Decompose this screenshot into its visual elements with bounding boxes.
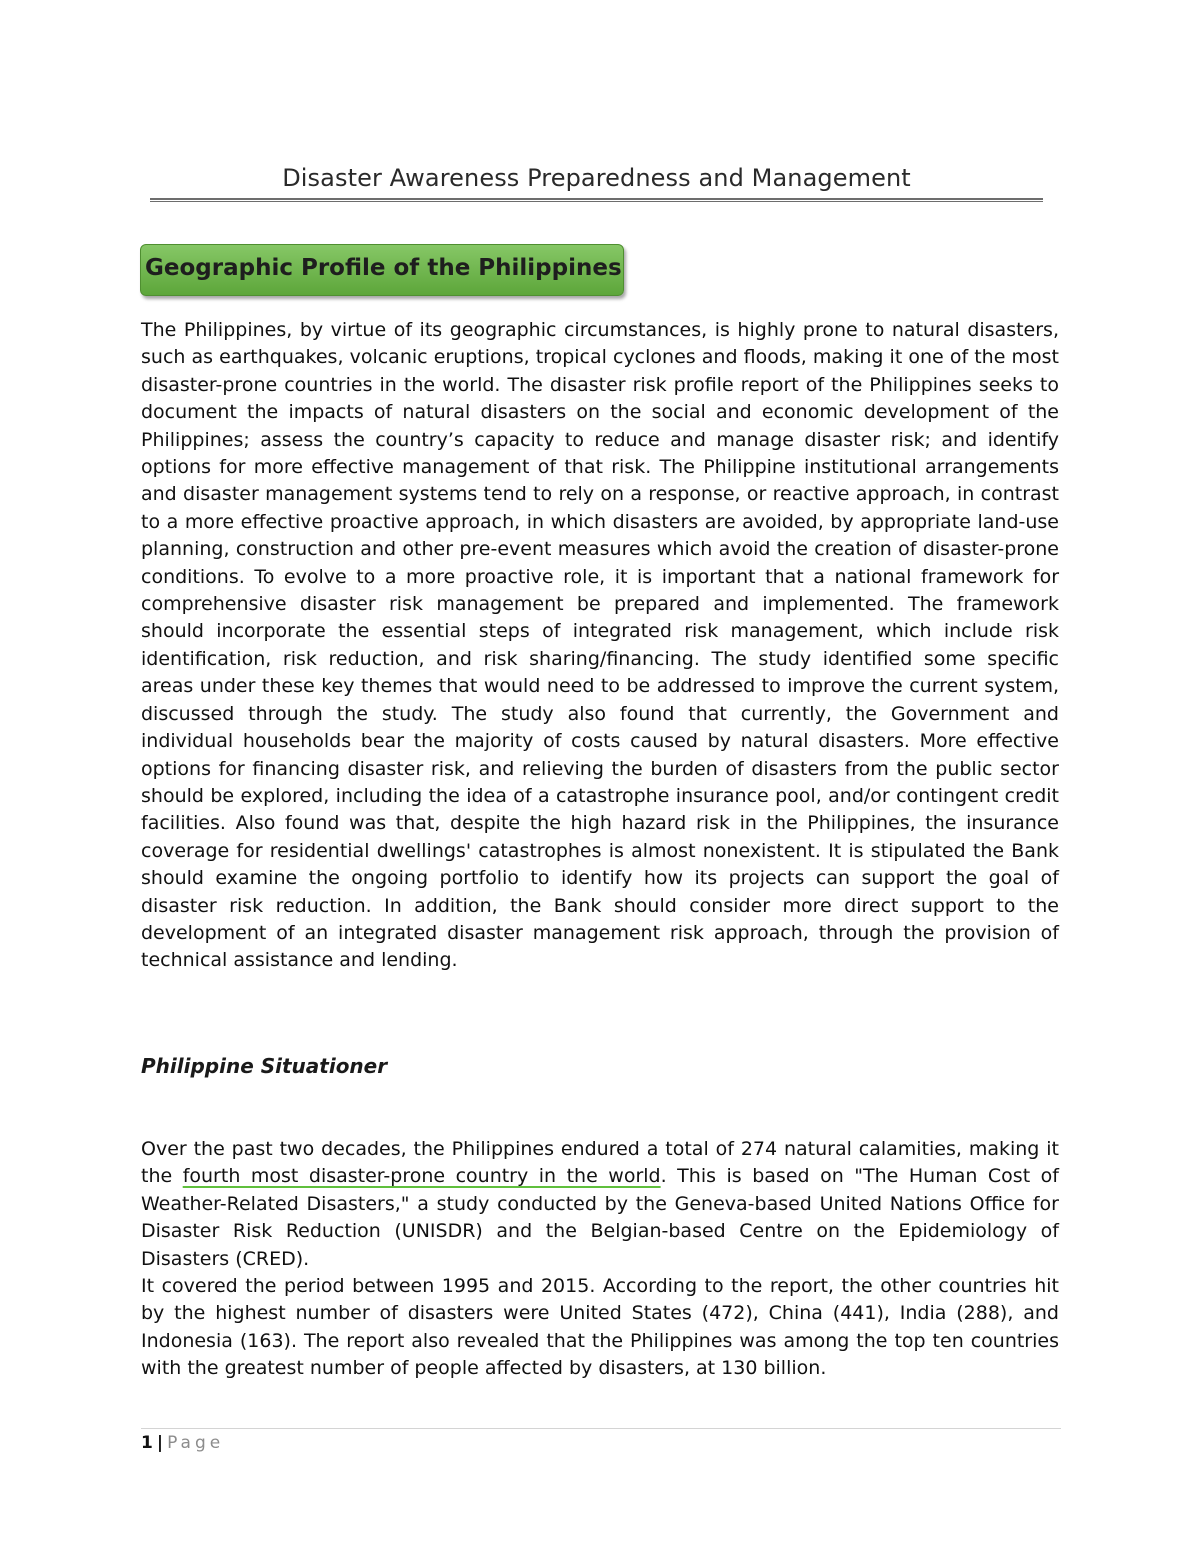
body-paragraph-situationer: [141, 1136, 1059, 1273]
footer-divider: [141, 1428, 1061, 1429]
body-paragraph-geographic-profile: The Philippines, by virtue of its geographic circumstances, is highly prone to natural disasters, such as earthquakes, volcanic eruptions, tropical cyclones and floods, making it one of the most disaster-prone countries in the world. The disaster risk profile report of the Philippines seeks to document the impacts of natural disasters on the social and economic development of the Philippines; assess the country’s capacity to reduce and manage disaster risk; and identify options for more effective management of that risk. The Philippine institutional arrangements and disaster management systems tend to rely on a response, or reactive approach, in contrast to a more effective proactive approach, in which disasters are avoided, by appropriate land-use planning, construction and other pre-event measures which avoid the creation of disaster-prone conditions. To evolve to a more proactive role, it is important that a national framework for comprehensive disaster risk management be prepared and implemented. The framework should incorporate the essential steps of integrated risk management, which include risk identification, risk reduction, and risk sharing/financing. The study identified some specific areas under these key themes that would need to be addressed to improve the current system, discussed through the study. The study also found that currently, the Government and individual households bear the majority of costs caused by natural disasters. More effective options for financing disaster risk, and relieving the burden of disasters from the public sector should be explored, including the idea of a catastrophe insurance pool, and/or contingent credit facilities. Also found was that, despite the high hazard risk in the Philippines, the insurance coverage for residential dwellings' catastrophes is almost nonexistent. It is stipulated the Bank should examine the ongoing portfolio to identify how its projects can support the goal of disaster risk reduction. In addition, the Bank should consider more direct support to the development of an integrated disaster management risk approach, through the provision of technical assistance and lending.: [141, 319, 1059, 972]
page-header: [150, 160, 1043, 202]
section-banner: [140, 244, 624, 296]
highlighted-link-text[interactable]: fourth most disaster-prone country in the world: [182, 1165, 661, 1188]
page-number: 1: [141, 1433, 153, 1453]
page-label: Page: [167, 1433, 225, 1453]
page-footer: [141, 1433, 224, 1453]
subheading-philippine-situationer: Philippine Situationer: [141, 1054, 388, 1078]
section-banner-title: Geographic Profile of the Philippines: [145, 255, 622, 281]
header-divider: [150, 198, 1043, 202]
paragraph-text: Over the past two decades, the Philippines endured a total of 274 natural calamities, making it the: [141, 1138, 1059, 1188]
footer-separator: |: [156, 1433, 164, 1453]
paragraph-text: . This is based on "The Human Cost of Weather-Related Disasters," a study conducted by the Geneva-based United Nations Office for Disaster Risk Reduction (UNISDR) and the Belgian-based Centre on the Epidemiology of Disasters (CRED).: [141, 1165, 1059, 1270]
body-paragraph-report-period: It covered the period between 1995 and 2015. According to the report, the other countries hit by the highest number of disasters were United States (472), China (441), India (288), and Indonesia (163). The report also revealed that the Philippines was among the top ten countries with the greatest number of people affected by disasters, at 130 billion.: [141, 1275, 1059, 1380]
document-header-title: Disaster Awareness Preparedness and Management: [282, 164, 911, 192]
